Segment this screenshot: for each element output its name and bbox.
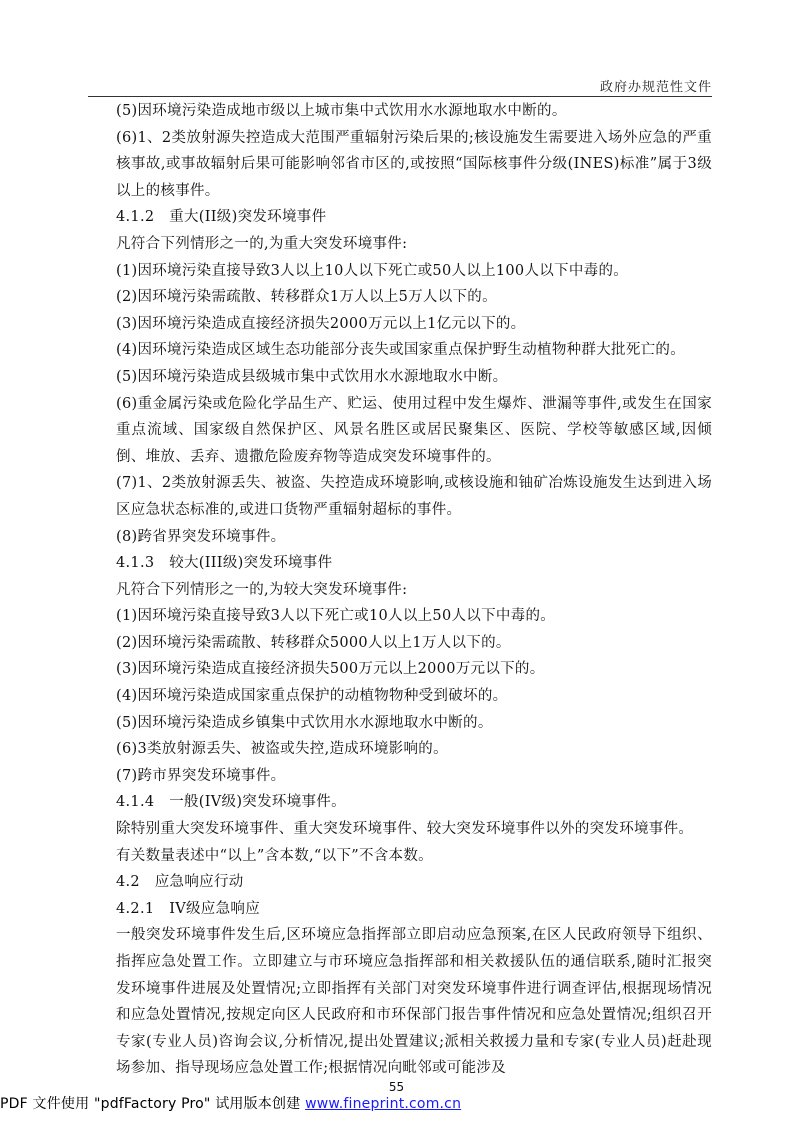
- paragraph: (7)1、2类放射源丢失、被盗、失控造成环境影响,或核设施和铀矿冶炼设施发生达到进入场区应急状态标准的,或进口货物严重辐射超标的事件。: [116, 475, 712, 518]
- page-number: 55: [388, 1080, 405, 1094]
- paragraph: (4)因环境污染造成国家重点保护的动植物物种受到破坏的。: [116, 688, 508, 705]
- paragraph: (6)1、2类放射源失控造成大范围严重辐射污染后果的;核设施发生需要进入场外应急的严重核事故,或事故辐射后果可能影响邻省市区的,或按照“国际核事件分级(INES)标准”属于3级以上的核事件。: [116, 129, 712, 199]
- watermark-text: PDF 文件使用 "pdfFactory Pro" 试用版本创建: [0, 1096, 306, 1112]
- paragraph: 一般突发环境事件发生后,区环境应急指挥部立即启动应急预案,在区人民政府领导下组织、指挥应急处置工作。立即建立与市环境应急指挥部和相关救援队伍的通信联系,随时汇报突发环境事件进展及处置情况;立即指挥有关部门对突发环境事件进行调查评估,根据现场情况和应急处置情况,按规定向区人民政府和市环保部门报告事件情况和应急处置情况;组织召开专家(专业人员)咨询会议,分析情况,提出处置建议;派相关救援力量和专家(专业人员)赶赴现场参加、指导现场应急处置工作;根据情况向毗邻或可能涉及: [116, 927, 712, 1077]
- paragraph: 4.1.2 重大(II级)突发环境事件: [116, 209, 327, 226]
- header-divider: [88, 96, 712, 97]
- paragraph: (5)因环境污染造成乡镇集中式饮用水水源地取水中断的。: [116, 714, 493, 731]
- paragraph: 4.2.1 IV级应急响应: [116, 900, 260, 917]
- paragraph: (4)因环境污染造成区域生态功能部分丧失或国家重点保护野生动植物种群大批死亡的。: [116, 342, 686, 359]
- paragraph: 有关数量表述中“以上”含本数,“以下”不含本数。: [116, 847, 433, 864]
- watermark-link[interactable]: www.fineprint.com.cn: [305, 1096, 462, 1112]
- paragraph: (7)跨市界突发环境事件。: [116, 767, 286, 784]
- paragraph: 凡符合下列情形之一的,为较大突发环境事件:: [116, 581, 408, 598]
- paragraph: (1)因环境污染直接导致3人以下死亡或10人以上50人以下中毒的。: [116, 608, 556, 625]
- paragraph: (8)跨省界突发环境事件。: [116, 528, 286, 545]
- paragraph: (2)因环境污染需疏散、转移群众1万人以上5万人以下的。: [116, 289, 497, 306]
- paragraph: (3)因环境污染造成直接经济损失2000万元以上1亿元以下的。: [116, 315, 526, 332]
- pdffactory-watermark: [0, 1093, 793, 1113]
- page-header-title: 政府办规范性文件: [599, 80, 712, 95]
- paragraph: (2)因环境污染需疏散、转移群众5000人以上1万人以下的。: [116, 634, 511, 651]
- paragraph: 4.2 应急响应行动: [116, 874, 244, 891]
- paragraph: (3)因环境污染造成直接经济损失500万元以上2000万元以下的。: [116, 661, 545, 678]
- paragraph: (5)因环境污染造成县级城市集中式饮用水水源地取水中断。: [116, 368, 508, 385]
- paragraph: 凡符合下列情形之一的,为重大突发环境事件:: [116, 235, 408, 252]
- paragraph: 除特别重大突发环境事件、重大突发环境事件、较大突发环境事件以外的突发环境事件。: [116, 821, 694, 838]
- paragraph: 4.1.4 一般(IV级)突发环境事件。: [116, 794, 346, 811]
- paragraph: (6)3类放射源丢失、被盗或失控,造成环境影响的。: [116, 741, 448, 758]
- document-body: [88, 98, 712, 1082]
- paragraph: (6)重金属污染或危险化学品生产、贮运、使用过程中发生爆炸、泄漏等事件,或发生在国家重点流域、国家级自然保护区、风景名胜区或居民聚集区、医院、学校等敏感区域,因倾倒、堆放、丢弃、遗撒危险废弃物等造成突发环境事件的。: [116, 395, 712, 465]
- paragraph: (1)因环境污染直接导致3人以上10人以下死亡或50人以上100人以下中毒的。: [116, 262, 629, 279]
- paragraph: 4.1.3 较大(III级)突发环境事件: [116, 555, 333, 572]
- paragraph: (5)因环境污染造成地市级以上城市集中式饮用水水源地取水中断的。: [116, 103, 567, 119]
